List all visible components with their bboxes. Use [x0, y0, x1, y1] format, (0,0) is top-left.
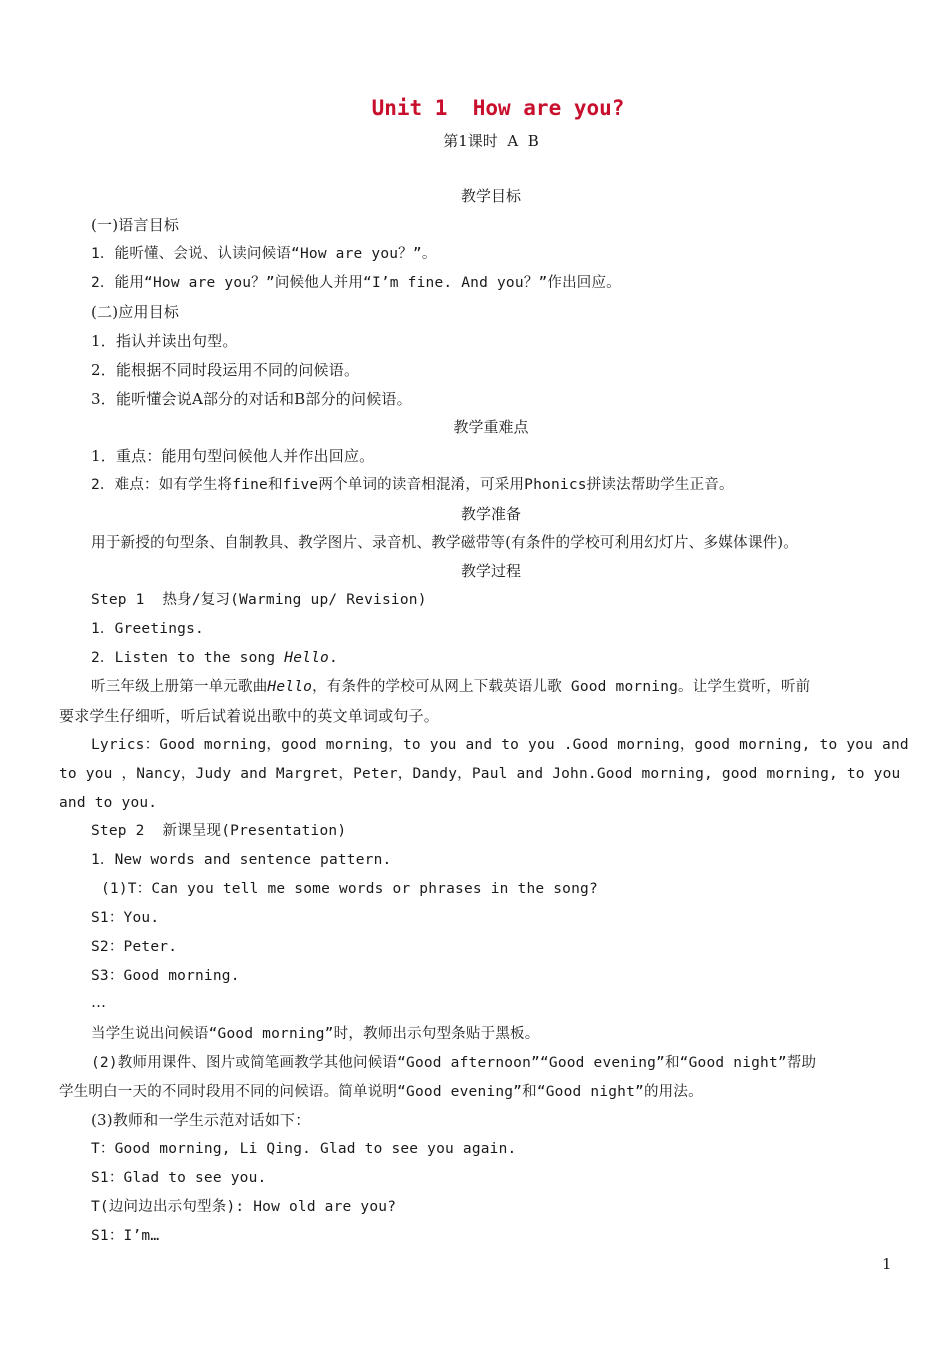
text-line: 1．New words and sentence pattern. [91, 852, 392, 868]
step-1-heading: Step 1 热身/复习(Warming up/ Revision) [91, 592, 427, 608]
dialogue-line: S1：I’m… [91, 1228, 160, 1244]
section-heading-goals: 教学目标 [460, 187, 521, 205]
text-fragment: ，有条件的学校可从网上下载英语儿歌 Good morning。让学生赏听，听前 [312, 679, 811, 695]
lyrics-line: and to you. [59, 795, 158, 811]
dialogue-line: S2：Peter. [91, 939, 178, 955]
song-title: Hello [284, 650, 329, 666]
text-line: 学生明白一天的不同时段用不同的问候语。简单说明“Good evening”和“Good night”的用法。 [59, 1084, 703, 1100]
section-heading-process: 教学过程 [460, 562, 521, 580]
step-2-heading: Step 2 新课呈现(Presentation) [91, 823, 347, 839]
page-title: Unit 1 How are you? [371, 96, 625, 120]
text-line: 1．重点：能用句型问候他人并作出回应。 [91, 447, 375, 465]
text-line: 1．能听懂、会说、认读问候语“How are you？”。 [91, 246, 437, 262]
section-heading-prep: 教学准备 [460, 505, 521, 523]
text-line: 用于新授的句型条、自制教具、教学图片、录音机、教学磁带等(有条件的学校可利用幻灯片、多媒体课件)。 [91, 534, 799, 551]
text-line: 要求学生仔细听，听后试着说出歌中的英文单词或句子。 [59, 707, 440, 725]
text-fragment: . [328, 650, 338, 666]
text-line: 1．指认并读出句型。 [91, 332, 238, 350]
text-line: (1)T：Can you tell me some words or phrases in the song? [101, 881, 598, 897]
lyrics-line: Lyrics：Good morning，good morning，to you and to you .Good morning，good morning, to you and [91, 737, 909, 753]
text-line: (2)教师用课件、图片或简笔画教学其他问候语“Good afternoon”“Good evening”和“Good night”帮助 [91, 1055, 817, 1071]
text-line: (一)语言目标 [91, 216, 180, 234]
text-line: 1．Greetings. [91, 621, 204, 637]
page-number: 1 [882, 1255, 892, 1273]
dialogue-line: S1：Glad to see you. [91, 1170, 267, 1186]
text-line [91, 677, 810, 697]
text-line: 2．能用“How are you？”问候他人并用“I’m fine. And you？”作出回应。 [91, 275, 621, 291]
ellipsis: … [91, 993, 107, 1011]
text-line: 3．能听懂会说A部分的对话和B部分的问候语。 [91, 390, 412, 408]
dialogue-line: T(边问边出示句型条): How old are you? [91, 1199, 397, 1215]
dialogue-line: T：Good morning, Li Qing. Glad to see you again. [91, 1141, 517, 1157]
page-subtitle: 第1课时 A B [443, 132, 539, 150]
dialogue-line: S1：You. [91, 910, 160, 926]
text-fragment: 2．Listen to the song [91, 650, 285, 666]
text-line: 2．能根据不同时段运用不同的问候语。 [91, 361, 360, 379]
text-line: 2．难点：如有学生将fine和five两个单词的读音相混淆，可采用Phonics拼读法帮助学生正音。 [91, 477, 734, 493]
lyrics-line: to you ，Nancy，Judy and Margret，Peter，Dandy，Paul and John.Good morning, good morning, to you [59, 766, 901, 782]
song-title: Hello [267, 679, 313, 695]
section-heading-keypoints: 教学重难点 [453, 418, 529, 436]
text-line: (二)应用目标 [91, 303, 180, 321]
dialogue-line: S3：Good morning. [91, 968, 240, 984]
text-line: 当学生说出问候语“Good morning”时，教师出示句型条贴于黑板。 [91, 1026, 540, 1042]
text-line: (3)教师和一学生示范对话如下： [91, 1111, 311, 1129]
text-line [91, 648, 338, 668]
text-fragment: 听三年级上册第一单元歌曲 [91, 679, 268, 695]
